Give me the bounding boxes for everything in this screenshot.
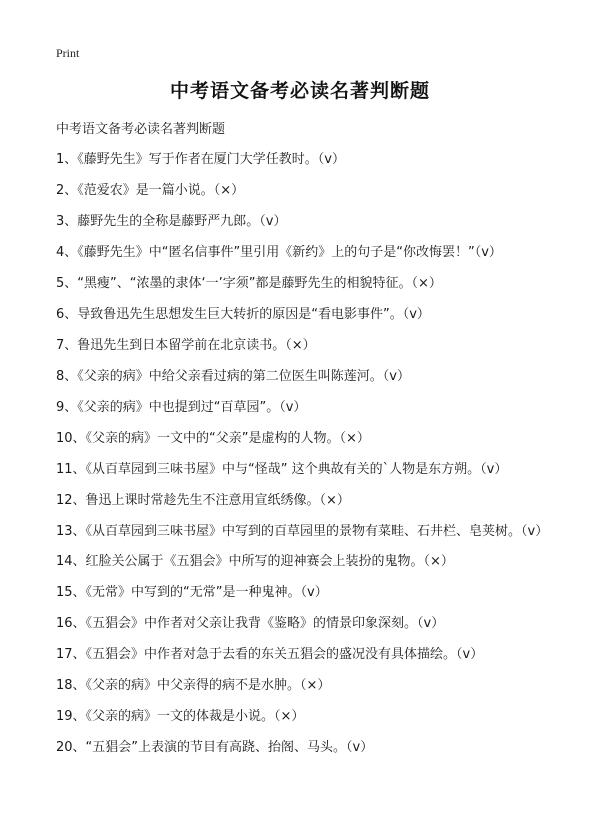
question-item-2: 2、《范爱农》是一篇小说。（×） xyxy=(56,183,245,198)
question-item-4: 4、《藤野先生》中“匿名信事件”里引用《新约》上的句子是“你改悔罢！”（v） xyxy=(56,245,502,260)
question-item-17: 17、《五猖会》中作者对急于去看的东关五猖会的盛况没有具体描绘。（v） xyxy=(56,647,484,662)
question-item-9: 9、《父亲的病》中也提到过“百草园”。（v） xyxy=(56,400,307,415)
question-item-5: 5、“黑瘦”、“浓墨的隶体‘一’字须”都是藤野先生的相貌特征。（×） xyxy=(56,276,442,291)
document-subtitle: 中考语文备考必读名著判断题 xyxy=(56,122,226,137)
question-item-3: 3、藤野先生的全称是藤野严九郎。（v） xyxy=(56,214,287,229)
question-item-13: 13、《从百草园到三味书屋》中写到的百草园里的景物有菜畦、石井栏、皂荚树。（v） xyxy=(56,524,549,539)
question-item-7: 7、鲁迅先生到日本留学前在北京读书。（×） xyxy=(56,338,316,353)
print-link[interactable]: Print xyxy=(56,46,80,60)
question-item-20: 20、“五猖会”上表演的节目有高跷、抬阁、马头。（v） xyxy=(56,740,374,755)
question-item-14: 14、红脸关公属于《五猖会》中所写的迎神赛会上装扮的鬼物。（×） xyxy=(56,554,454,569)
question-item-19: 19、《父亲的病》一文的体裁是小说。（×） xyxy=(56,709,305,724)
question-item-18: 18、《父亲的病》中父亲得的病不是水肿。（×） xyxy=(56,678,331,693)
question-item-10: 10、《父亲的病》一文中的“父亲”是虚构的人物。（×） xyxy=(56,431,370,446)
question-item-12: 12、鲁迅上课时常趁先生不注意用宣纸绣像。（×） xyxy=(56,493,350,508)
question-item-6: 6、导致鲁迅先生思想发生巨大转折的原因是“看电影事件”。（v） xyxy=(56,307,430,322)
question-item-16: 16、《五猖会》中作者对父亲让我背《鉴略》的情景印象深刻。（v） xyxy=(56,616,445,631)
question-item-1: 1、《藤野先生》写于作者在厦门大学任教时。（v） xyxy=(56,152,345,167)
question-item-8: 8、《父亲的病》中给父亲看过病的第二位医生叫陈莲河。（v） xyxy=(56,369,410,384)
question-item-15: 15、《无常》中写到的“无常”是一种鬼神。（v） xyxy=(56,585,328,600)
question-item-11: 11、《从百草园到三味书屋》中与“怪哉” 这个典故有关的`人物是东方朔。（v） xyxy=(56,462,508,477)
question-list xyxy=(56,151,548,770)
document-title: 中考语文备考必读名著判断题 xyxy=(169,80,430,102)
